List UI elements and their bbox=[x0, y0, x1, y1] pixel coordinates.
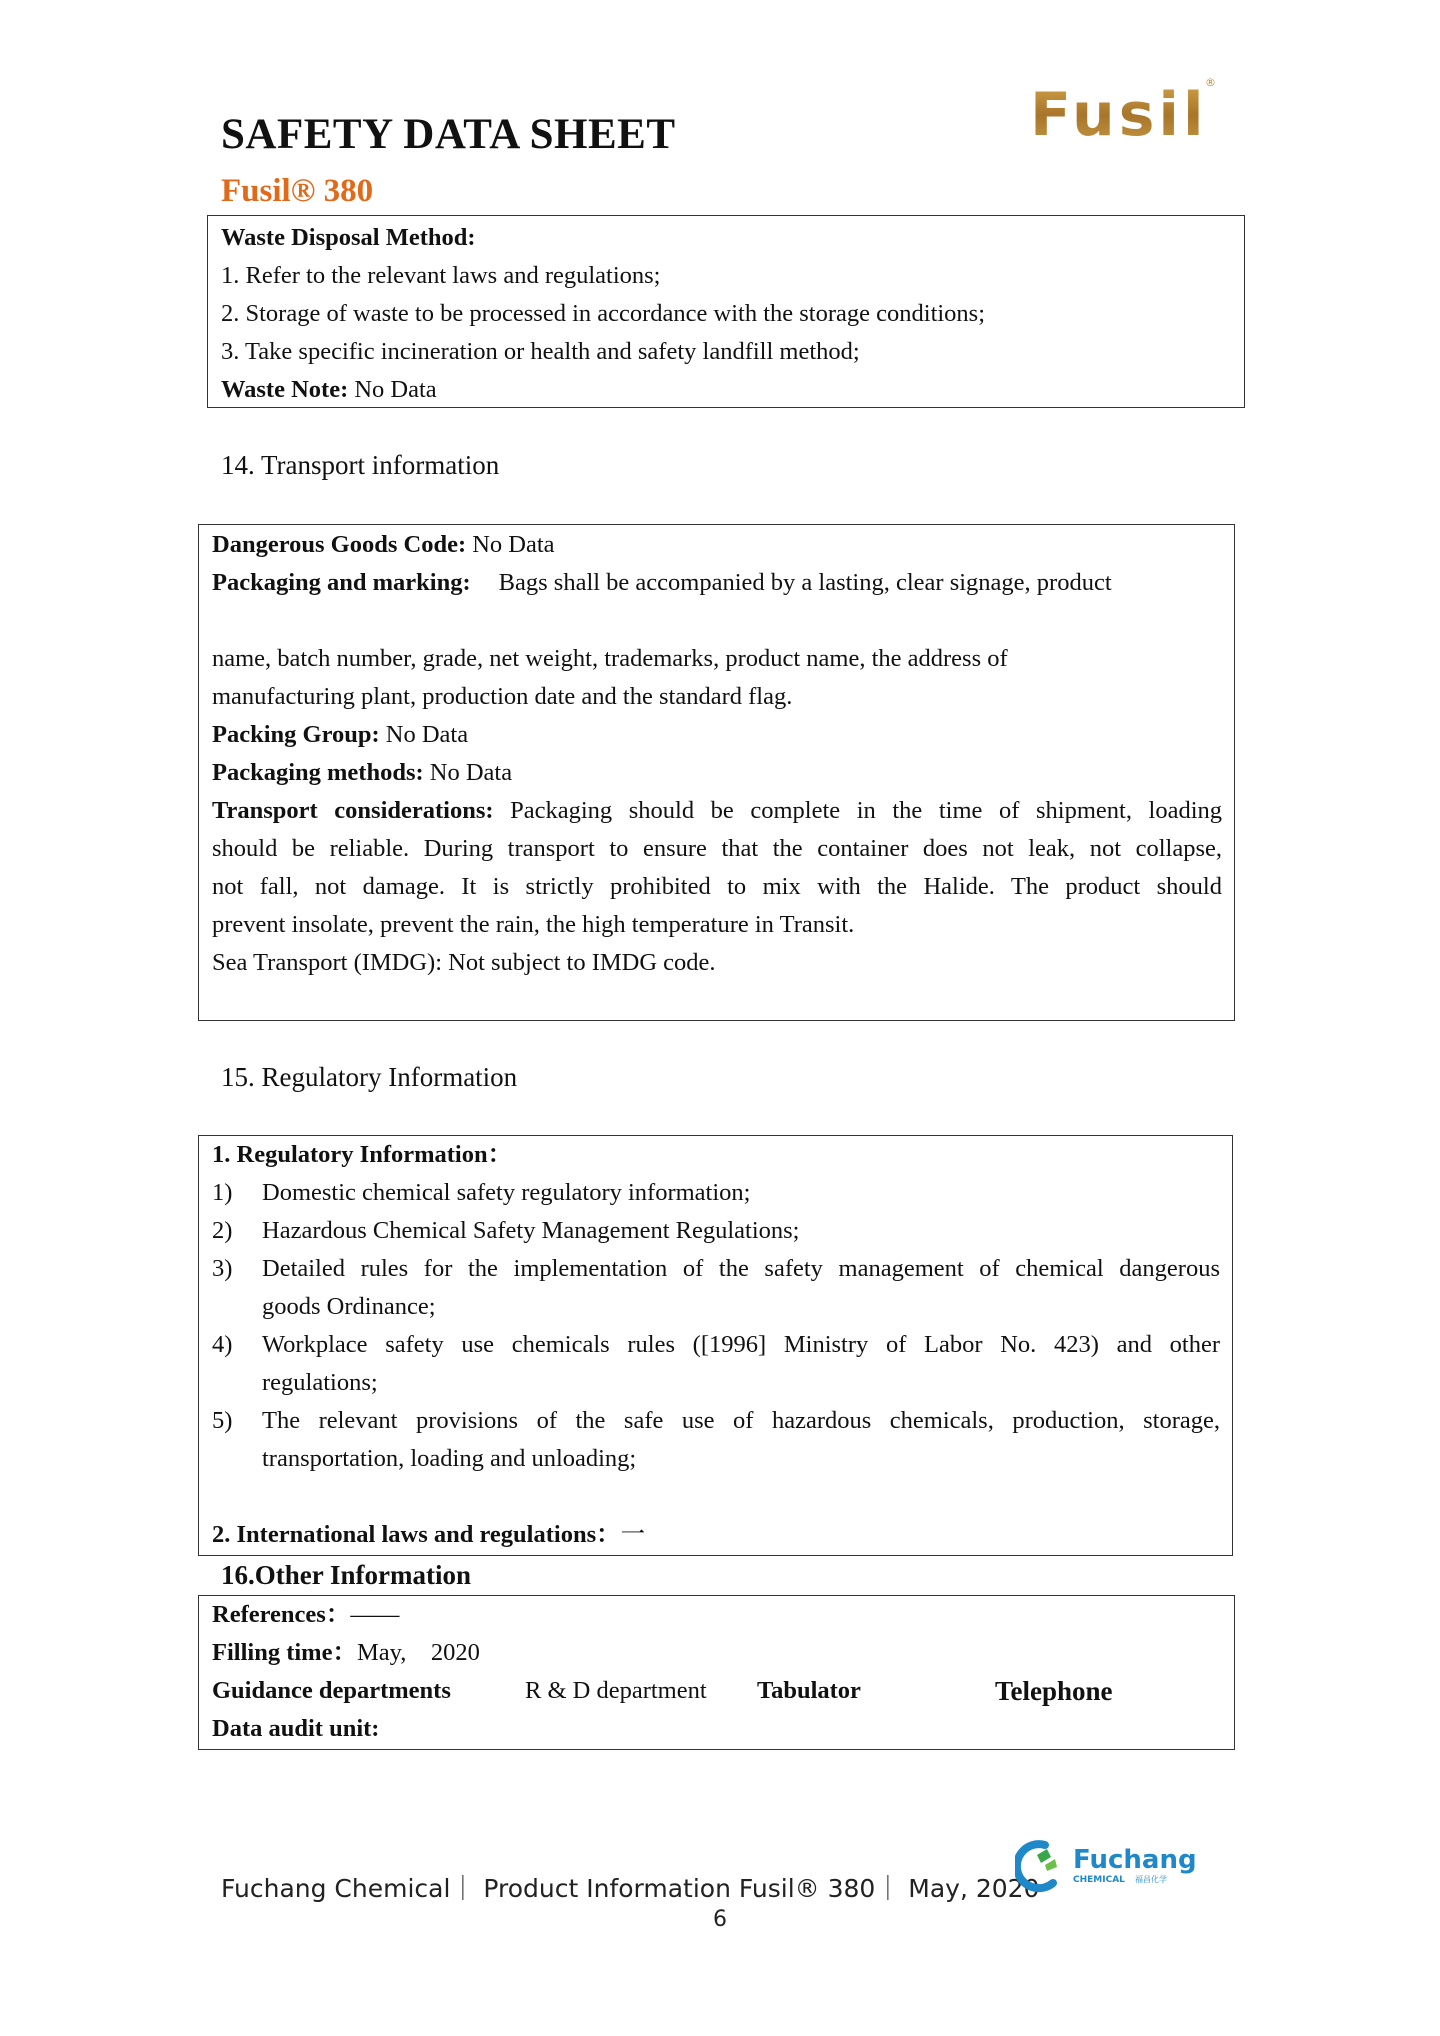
guidance-value: R & D department bbox=[525, 1677, 707, 1704]
reg-item-number: 3) bbox=[212, 1255, 233, 1282]
section-14-heading: 14. Transport information bbox=[221, 450, 500, 480]
packing-group bbox=[212, 720, 468, 750]
packaging-marking bbox=[212, 568, 1112, 598]
pmeth-value: No Data bbox=[423, 759, 513, 786]
regulatory-label: 1. Regulatory Information： bbox=[212, 1141, 513, 1168]
waste-item: 3. Take specific incineration or health and safety landfill method; bbox=[221, 338, 860, 365]
tc-line: prevent insolate, prevent the rain, the high temperature in Transit. bbox=[212, 911, 855, 938]
intl-value: 一 bbox=[620, 1521, 646, 1548]
fuchang-cn: 福昌化学 bbox=[1135, 1875, 1167, 1884]
reg-item-number: 5) bbox=[212, 1407, 233, 1434]
dangerous-goods-code bbox=[212, 530, 555, 560]
reg-item: Detailed rules for the implementation of the safety management of chemical dangerous bbox=[262, 1255, 1220, 1282]
pm-label: Packaging and marking: bbox=[212, 569, 471, 596]
guidance-label: Guidance departments bbox=[212, 1677, 451, 1704]
audit-label: Data audit unit: bbox=[212, 1715, 380, 1742]
tc-line: should be reliable. During transport to ensure that the container does not leak, not collapse, bbox=[212, 835, 1222, 862]
reg-item-cont: regulations; bbox=[262, 1369, 378, 1396]
pg-value: No Data bbox=[379, 721, 469, 748]
waste-note-label: Waste Note: bbox=[221, 376, 349, 403]
reg-item-cont: goods Ordinance; bbox=[262, 1293, 436, 1320]
fusil-logo bbox=[1025, 72, 1225, 150]
fuchang-logo bbox=[1015, 1835, 1195, 1895]
sea-transport: Sea Transport (IMDG): Not subject to IMDG code. bbox=[212, 949, 716, 976]
packaging-methods bbox=[212, 758, 512, 788]
reg-item: Workplace safety use chemicals rules ([1996] Ministry of Labor No. 423) and other bbox=[262, 1331, 1220, 1358]
tc-line: not fall, not damage. It is strictly prohibited to mix with the Halide. The product should bbox=[212, 873, 1222, 900]
fuchang-wordmark: Fuchang bbox=[1073, 1845, 1195, 1875]
waste-method-label: Waste Disposal Method: bbox=[221, 224, 476, 251]
reg-item: The relevant provisions of the safe use of hazardous chemicals, production, storage, bbox=[262, 1407, 1220, 1434]
tabulator-label: Tabulator bbox=[757, 1677, 861, 1704]
section-15-heading: 15. Regulatory Information bbox=[221, 1062, 518, 1092]
reg-item: Domestic chemical safety regulatory information; bbox=[262, 1179, 751, 1206]
tc-line: Packaging should be complete in the time of shipment, loading bbox=[510, 797, 1223, 824]
refs-value: —— bbox=[350, 1601, 400, 1628]
waste-note-value: No Data bbox=[348, 376, 437, 403]
filling-value: May, 2020 bbox=[356, 1639, 480, 1666]
telephone-label: Telephone bbox=[995, 1676, 1113, 1706]
logo-wordmark: Fusil bbox=[1030, 80, 1208, 150]
references bbox=[212, 1600, 399, 1630]
page-number: 6 bbox=[713, 1907, 727, 1932]
pm-value: Bags shall be accompanied by a lasting, clear signage, product bbox=[498, 569, 1112, 596]
packaging-marking-cont: name, batch number, grade, net weight, trademarks, product name, the address of bbox=[212, 645, 1008, 672]
document-title: SAFETY DATA SHEET bbox=[221, 111, 676, 158]
footer-text: Fuchang Chemical｜ Product Information Fusil® 380｜ May, 2020 bbox=[221, 1874, 1040, 1903]
filling-label: Filling time： bbox=[212, 1639, 357, 1666]
dg-value: No Data bbox=[466, 531, 555, 558]
reg-item-number: 4) bbox=[212, 1331, 233, 1358]
transport-considerations bbox=[212, 796, 1222, 826]
section-16-heading: 16.Other Information bbox=[221, 1560, 471, 1590]
packaging-marking-cont: manufacturing plant, production date and the standard flag. bbox=[212, 683, 793, 710]
dg-label: Dangerous Goods Code: bbox=[212, 531, 467, 558]
reg-item-number: 2) bbox=[212, 1217, 233, 1244]
tc-label: Transport considerations: bbox=[212, 797, 494, 824]
fuchang-sub: CHEMICAL bbox=[1073, 1875, 1125, 1885]
filling-time bbox=[212, 1638, 480, 1668]
international-laws bbox=[212, 1520, 645, 1550]
waste-item: 1. Refer to the relevant laws and regulations; bbox=[221, 262, 661, 289]
waste-item: 2. Storage of waste to be processed in accordance with the storage conditions; bbox=[221, 300, 986, 327]
intl-label: 2. International laws and regulations： bbox=[212, 1521, 621, 1548]
waste-note bbox=[221, 375, 437, 405]
logo-registered-mark: ® bbox=[1205, 76, 1216, 89]
pg-label: Packing Group: bbox=[212, 721, 380, 748]
reg-item-number: 1) bbox=[212, 1179, 233, 1206]
pmeth-label: Packaging methods: bbox=[212, 759, 424, 786]
refs-label: References： bbox=[212, 1601, 351, 1628]
reg-item: Hazardous Chemical Safety Management Regulations; bbox=[262, 1217, 800, 1244]
reg-item-cont: transportation, loading and unloading; bbox=[262, 1445, 637, 1472]
product-name: Fusil® 380 bbox=[221, 173, 374, 209]
